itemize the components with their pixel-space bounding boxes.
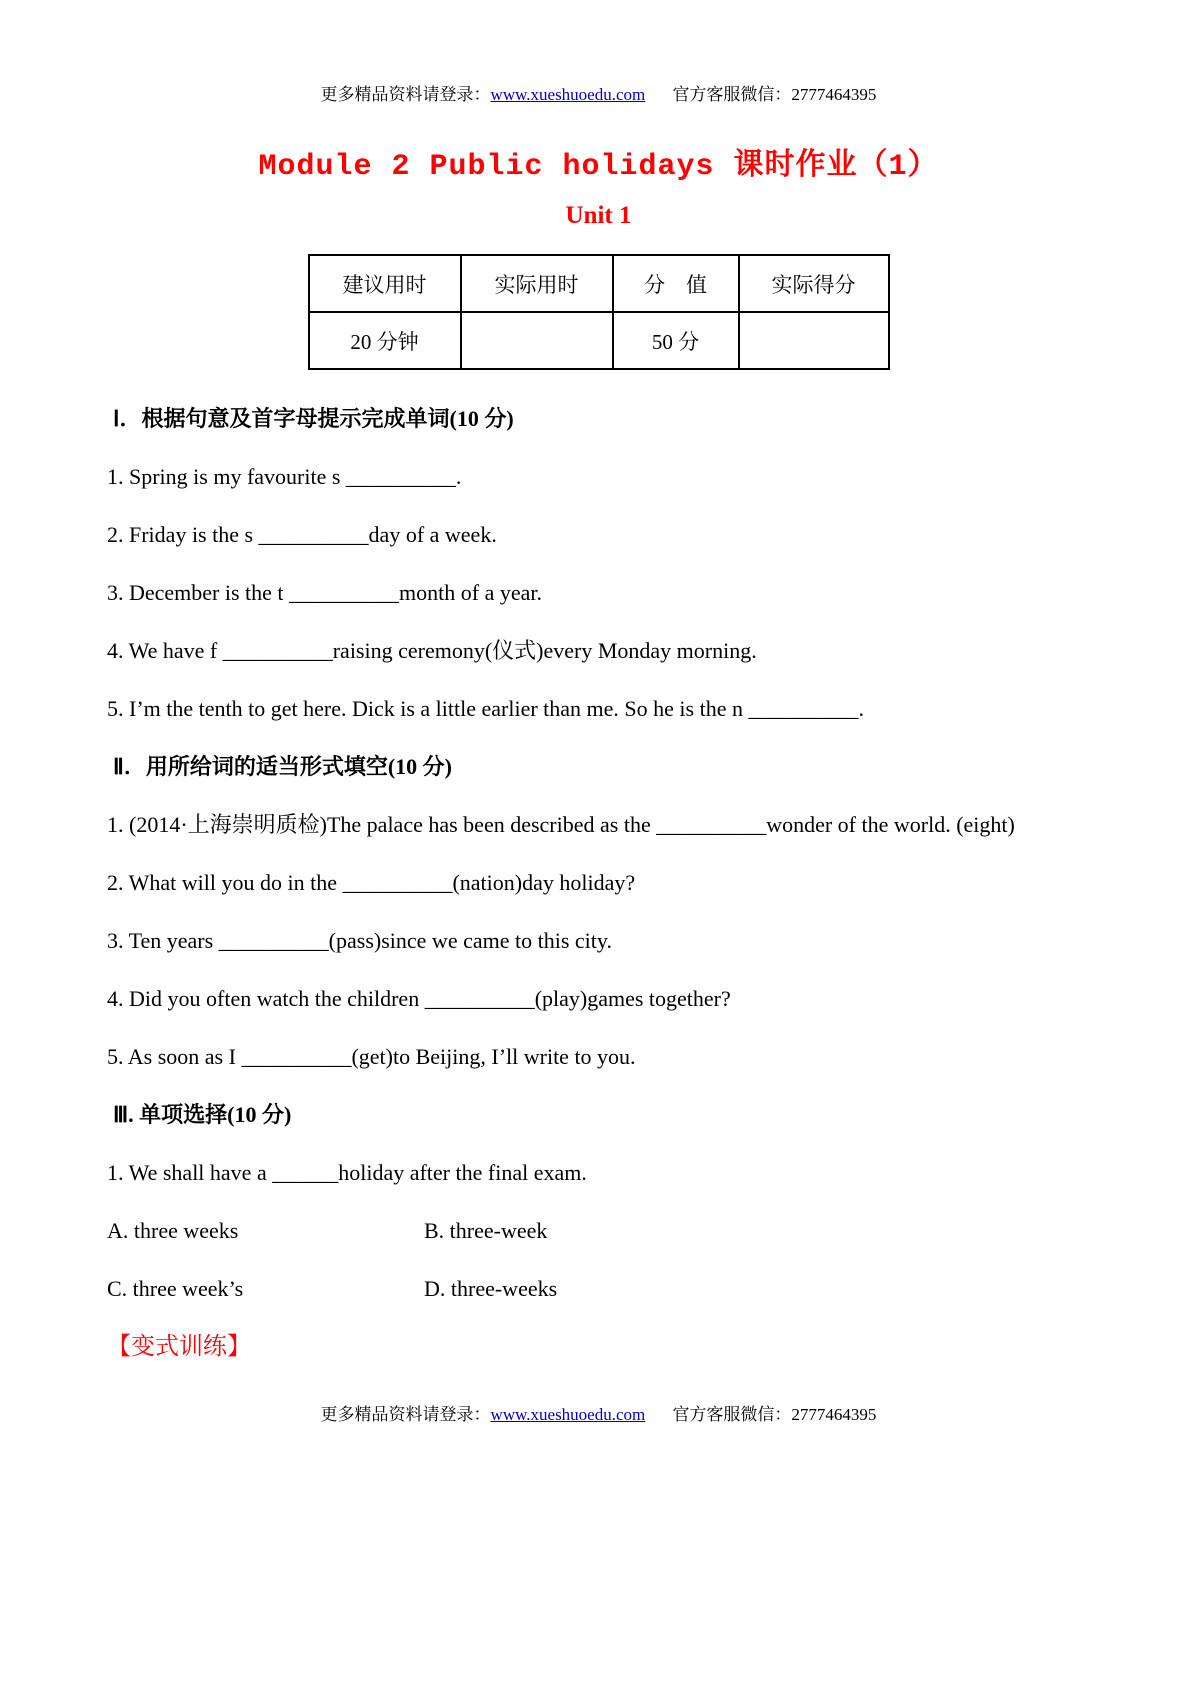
section-2-question-5: 5. As soon as I __________(get)to Beijing, I’ll write to you. — [107, 1044, 636, 1069]
score-table-header-row — [309, 255, 889, 312]
page-title: Module 2 Public holidays 课时作业（1） — [258, 150, 939, 184]
section-1-question-1: 1. Spring is my favourite s __________. — [107, 464, 462, 489]
section-2-question-3: 3. Ten years __________(pass)since we came to this city. — [107, 928, 612, 953]
option-b: B. three-week — [424, 1218, 548, 1243]
score-table-header-actual-time: 实际用时 — [461, 255, 613, 312]
score-table-value-row — [309, 312, 889, 369]
option-c: C. three week’s — [107, 1276, 244, 1301]
section-2 — [107, 738, 1090, 1086]
section-3-question-1: 1. We shall have a ______holiday after the final exam. — [107, 1160, 587, 1185]
header-promo-prefix: 更多精品资料请登录： — [320, 85, 491, 104]
unit-subtitle: Unit 1 — [565, 202, 632, 229]
score-table-cell-actual-time — [461, 312, 613, 369]
section-2-heading: Ⅱ．用所给词的适当形式填空(10 分) — [113, 754, 452, 779]
section-1 — [107, 390, 1090, 738]
footer-promo-link[interactable]: www.xueshuoedu.com — [490, 1405, 646, 1424]
section-1-question-4: 4. We have f __________raising ceremony(仪式)every Monday morning. — [107, 638, 757, 663]
section-2-question-1: 1. (2014·上海崇明质检)The palace has been described as the __________wonder of the world. (eight) — [107, 812, 1015, 837]
score-table-cell-score-value: 50 分 — [613, 312, 739, 369]
section-3 — [107, 1086, 1090, 1318]
section-1-question-2: 2. Friday is the s __________day of a week. — [107, 522, 497, 547]
section-2-question-4: 4. Did you often watch the children __________(play)games together? — [107, 986, 731, 1011]
score-table-header-score-value: 分 值 — [613, 255, 739, 312]
footer-promo — [107, 1376, 1090, 1425]
section-3-heading: Ⅲ. 单项选择(10 分) — [113, 1102, 292, 1127]
option-a: A. three weeks — [107, 1218, 239, 1243]
option-d: D. three-weeks — [424, 1276, 558, 1301]
header-promo-suffix: 官方客服微信：2777464395 — [672, 85, 877, 104]
score-table-cell-suggested-time: 20 分钟 — [309, 312, 461, 369]
header-promo-link[interactable]: www.xueshuoedu.com — [490, 85, 646, 104]
footer-promo-prefix: 更多精品资料请登录： — [320, 1405, 491, 1424]
footer-promo-suffix: 官方客服微信：2777464395 — [672, 1405, 877, 1424]
score-table-cell-actual-score — [739, 312, 889, 369]
score-table — [308, 254, 890, 370]
score-table-header-suggested-time: 建议用时 — [309, 255, 461, 312]
section-1-question-3: 3. December is the t __________month of a year. — [107, 580, 543, 605]
section-3-options-row-2 — [107, 1260, 1090, 1318]
section-1-heading: Ⅰ．根据句意及首字母提示完成单词(10 分) — [113, 406, 514, 431]
section-1-question-5: 5. I’m the tenth to get here. Dick is a little earlier than me. So he is the n __________. — [107, 696, 864, 721]
variant-training-note: 【变式训练】 — [107, 1334, 251, 1360]
header-promo — [107, 0, 1090, 105]
section-3-options-row-1 — [107, 1202, 1090, 1260]
score-table-header-actual-score: 实际得分 — [739, 255, 889, 312]
section-2-question-2: 2. What will you do in the __________(nation)day holiday? — [107, 870, 636, 895]
